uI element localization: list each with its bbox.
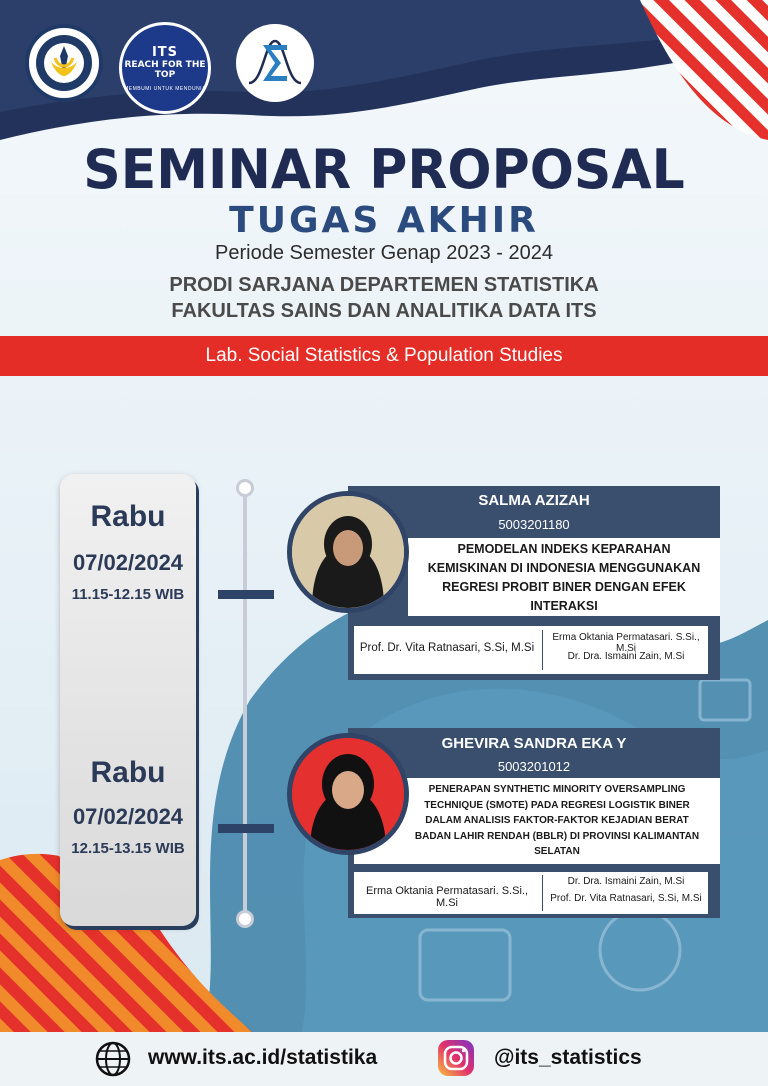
its-reach-logo — [119, 22, 211, 114]
session-2-supervisor: Erma Oktania Permatasari. S.Si., M.Si — [366, 885, 528, 909]
session-1-examiner-1: Erma Oktania Permatasari. S.Si., M.Si — [552, 632, 700, 654]
session-1-lecturers — [354, 626, 708, 674]
session-1-day: Rabu — [90, 500, 166, 533]
session-1-thesis-box — [408, 538, 720, 616]
session-2-name: GHEVIRA SANDRA EKA Y — [348, 735, 720, 752]
session-2-examiner-2: Prof. Dr. Vita Ratnasari, S.Si, M.Si — [550, 893, 702, 904]
session-2-thesis — [394, 782, 720, 860]
thesis-line: DALAM ANALISIS FAKTOR-FAKTOR KEJADIAN BERAT — [425, 815, 689, 826]
footer — [0, 1032, 768, 1086]
instagram-icon — [436, 1038, 476, 1078]
session-1-thesis — [408, 540, 720, 616]
session-2-day: Rabu — [90, 756, 166, 789]
periode-text: Periode Semester Genap 2023 - 2024 — [215, 242, 553, 264]
thesis-line: SELATAN — [534, 846, 580, 857]
lab-banner — [0, 336, 768, 376]
timeline-tick-2 — [218, 824, 274, 833]
thesis-line: TECHNIQUE (SMOTE) PADA REGRESI LOGISTIK BINER — [424, 799, 690, 811]
session-2-date: 07/02/2024 — [72, 804, 184, 829]
lab-text: Lab. Social Statistics & Population Studies — [205, 345, 563, 366]
timeline-dot-top — [236, 479, 254, 497]
website-link[interactable]: www.its.ac.id/statistika — [148, 1046, 378, 1069]
page-subtitle: TUGAS AKHIR — [229, 200, 539, 241]
gear-emblem-icon — [33, 32, 95, 94]
thesis-line: KEMISKINAN DI INDONESIA MENGGUNAKAN — [427, 561, 701, 575]
session-1-examiner-2: Dr. Dra. Ismaini Zain, M.Si — [567, 651, 685, 662]
session-1-supervisor: Prof. Dr. Vita Ratnasari, S.Si, M.Si — [359, 642, 535, 654]
logo-its-motto: REACH FOR THE TOP — [124, 59, 206, 80]
divider — [542, 875, 543, 911]
logo-its-ring: MEMBUMI UNTUK MENDUNIA — [124, 85, 206, 92]
timeline-tick-1 — [218, 590, 274, 599]
thesis-line: INTERAKSI — [530, 599, 598, 613]
sigma-icon — [243, 31, 307, 95]
session-1-card — [348, 486, 720, 680]
prodi-line-1: PRODI SARJANA DEPARTEMEN STATISTIKA — [169, 274, 599, 296]
globe-icon — [94, 1040, 132, 1078]
person-avatar-icon — [292, 738, 404, 850]
session-2-photo — [287, 733, 409, 855]
session-2-time: 12.15-13.15 WIB — [71, 840, 185, 857]
instagram-handle[interactable]: @its_statistics — [494, 1046, 642, 1069]
date-card — [60, 474, 196, 926]
thesis-line: BADAN LAHIR RENDAH (BBLR) DI PROVINSI KALIMANTAN — [414, 830, 700, 842]
session-1-name: SALMA AZIZAH — [348, 492, 720, 509]
timeline-line — [243, 495, 247, 919]
session-1-photo — [287, 491, 409, 613]
thesis-line: PENERAPAN SYNTHETIC MINORITY OVERSAMPLING — [428, 784, 686, 795]
timeline-dot-bottom — [236, 910, 254, 928]
session-1-date: 07/02/2024 — [72, 550, 184, 575]
session-2-lecturers — [354, 872, 708, 914]
person-avatar-icon — [292, 496, 404, 608]
prodi-line-2: FAKULTAS SAINS DAN ANALITIKA DATA ITS — [171, 300, 597, 322]
statistika-logo — [236, 24, 314, 102]
page-title: SEMINAR PROPOSAL — [83, 138, 685, 202]
session-1-nim: 5003201180 — [498, 517, 570, 532]
session-1-time: 11.15-12.15 WIB — [71, 586, 185, 603]
divider — [542, 630, 543, 670]
thesis-line: PEMODELAN INDEKS KEPARAHAN — [457, 542, 671, 556]
session-2-card — [348, 728, 720, 918]
its-emblem-logo — [25, 24, 103, 102]
logo-its-text: ITS — [151, 44, 179, 60]
session-2-nim: 5003201012 — [497, 759, 571, 774]
prodi-text — [0, 272, 768, 324]
thesis-line: REGRESI PROBIT BINER DENGAN EFEK — [442, 580, 686, 594]
session-2-examiner-1: Dr. Dra. Ismaini Zain, M.Si — [567, 876, 685, 887]
